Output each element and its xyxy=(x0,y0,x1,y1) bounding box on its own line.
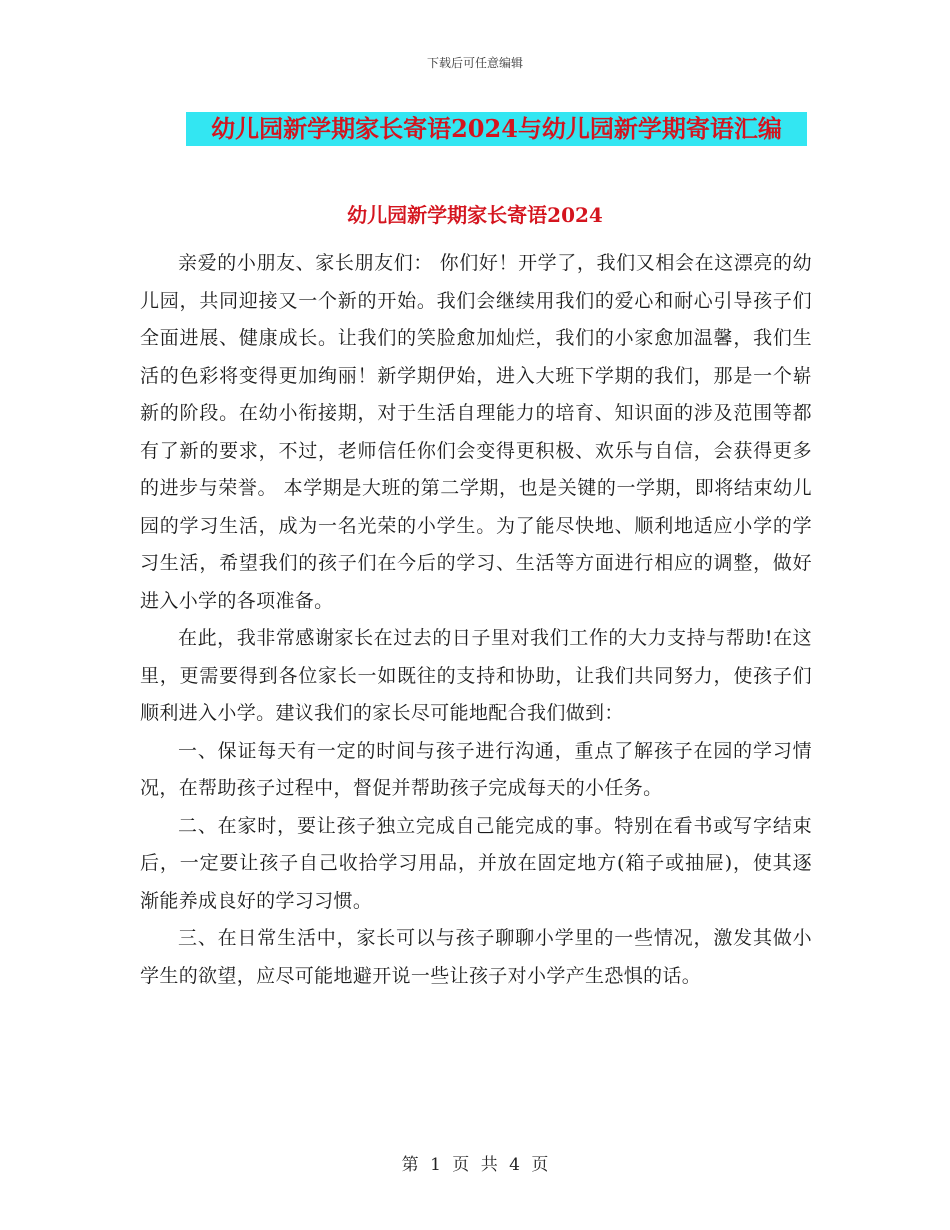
body-text xyxy=(140,245,812,995)
main-title: 幼儿园新学期家长寄语2024与幼儿园新学期寄语汇编 xyxy=(186,112,807,146)
paragraph-item-1: 一、保证每天有一定的时间与孩子进行沟通，重点了解孩子在园的学习情况，在帮助孩子过程中，督促并帮助孩子完成每天的小任务。 xyxy=(140,739,812,799)
section-title: 幼儿园新学期家长寄语2024 xyxy=(347,203,603,227)
paragraph-item-3: 三、在日常生活中，家长可以与孩子聊聊小学里的一些情况，激发其做小学生的欲望，应尽可能地避开说一些让孩子对小学产生恐惧的话。 xyxy=(140,927,812,987)
paragraph-thanks: 在此，我非常感谢家长在过去的日子里对我们工作的大力支持与帮助!在这里，更需要得到各位家长一如既往的支持和协助，让我们共同努力，使孩子们顺利进入小学。建议我们的家长尽可能地配合我们做到： xyxy=(140,627,812,724)
paragraph-greeting: 亲爱的小朋友、家长朋友们： 你们好！开学了，我们又相会在这漂亮的幼儿园，共同迎接又一个新的开始。我们会继续用我们的爱心和耐心引导孩子们全面进展、健康成长。让我们的笑脸愈加灿烂，我们的小家愈加温馨，我们生活的色彩将变得更加绚丽！新学期伊始，进入大班下学期的我们，那是一个崭新的阶段。在幼小衔接期，对于生活自理能力的培育、知识面的涉及范围等都有了新的要求，不过，老师信任你们会变得更积极、欢乐与自信，会获得更多的进步与荣誉。 本学期是大班的第二学期，也是关键的一学期，即将结束幼儿园的学习生活，成为一名光荣的小学生。为了能尽快地、顺利地适应小学的学习生活，希望我们的孩子们在今后的学习、生活等方面进行相应的调整，做好进入小学的各项准备。 xyxy=(140,252,812,612)
header-note: 下载后可任意编辑 xyxy=(426,56,523,70)
paragraph-item-2: 二、在家时，要让孩子独立完成自己能完成的事。特别在看书或写字结束后，一定要让孩子自己收拾学习用品，并放在固定地方(箱子或抽屉)，使其逐渐能养成良好的学习习惯。 xyxy=(140,814,812,912)
page-footer: 第 1 页 共 4 页 xyxy=(401,1155,549,1175)
